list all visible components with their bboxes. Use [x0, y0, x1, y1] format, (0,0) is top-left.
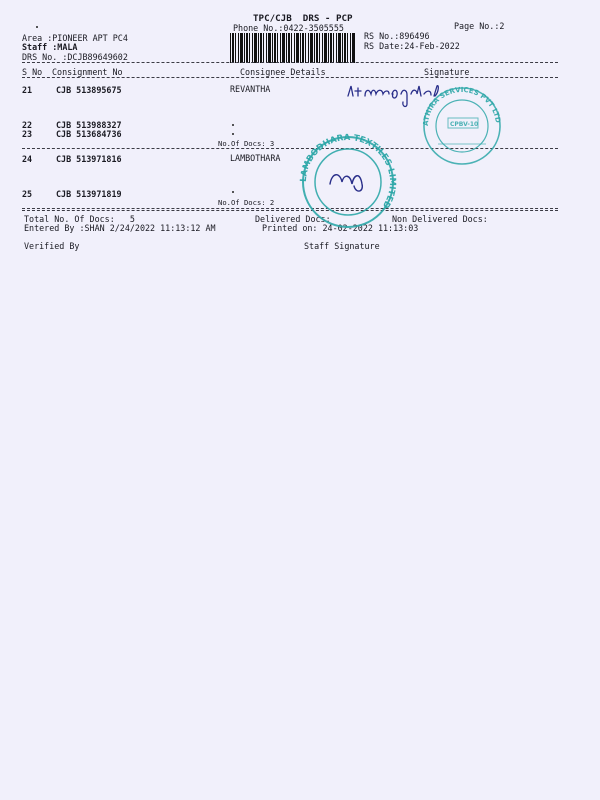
row-25-consignment: CJB 513971819 [56, 189, 122, 199]
svg-text:ATHIRA SERVICES PVT LTD: ATHIRA SERVICES PVT LTD [421, 85, 502, 127]
area-field: Area :PIONEER APT PC4 [22, 33, 128, 43]
svg-text:CPBV-10: CPBV-10 [450, 121, 479, 128]
svg-text:LAMBODHARA TEXTILES LIMITED: LAMBODHARA TEXTILES LIMITED [298, 132, 398, 210]
row-24-sno: 24 [22, 154, 33, 164]
row-23-marker [232, 133, 234, 135]
stamp-lambodhara-textiles [298, 134, 398, 228]
row-25-marker [232, 191, 234, 193]
drs-number: DRS No. :DCJB89649602 [22, 52, 128, 62]
row-24-consignment: CJB 513971816 [56, 154, 122, 164]
row-25-sno: 25 [22, 189, 33, 199]
group-2-consignee: LAMBOTHARA [230, 153, 281, 163]
delivered-docs: Delivered Docs: [255, 214, 331, 224]
row-23-sno: 23 [22, 129, 33, 139]
column-header-consignee: Consignee Details [240, 67, 326, 77]
header-rule-top [22, 62, 558, 63]
print-speck [36, 26, 38, 28]
document-title: TPC/CJB DRS - PCP [253, 13, 353, 24]
footer-rule-1 [22, 208, 558, 209]
column-header-consignment: Consignment No [52, 67, 123, 77]
group-1-docs-count: No.Of Docs: 3 [218, 139, 275, 148]
stamp-athira-services [418, 84, 506, 164]
staff-signature: Staff Signature [304, 241, 380, 251]
footer-rule-2 [22, 210, 558, 211]
row-22-marker [232, 124, 234, 126]
group-1-consignee: REVANTHA [230, 84, 271, 94]
column-header-sno: S No [22, 67, 43, 77]
row-23-consignment: CJB 513684736 [56, 129, 122, 139]
staff-field: Staff :MALA [22, 42, 78, 52]
row-22-consignment: CJB 513988327 [56, 120, 122, 130]
rs-date: RS Date:24-Feb-2022 [364, 41, 460, 51]
row-22-sno: 22 [22, 120, 33, 130]
page-number: Page No.:2 [454, 21, 505, 31]
header-rule-bottom [22, 77, 558, 78]
entered-by: Entered By :SHAN 2/24/2022 11:13:12 AM [24, 223, 216, 233]
barcode [230, 33, 356, 63]
non-delivered-docs: Non Delivered Docs: [392, 214, 488, 224]
group-2-docs-count: No.Of Docs: 2 [218, 198, 275, 207]
column-header-signature: Signature [424, 67, 470, 77]
rs-number: RS No.:896496 [364, 31, 430, 41]
row-21-sno: 21 [22, 85, 33, 95]
total-docs: Total No. Of Docs: 5 [24, 214, 135, 224]
verified-by: Verified By [24, 241, 80, 251]
row-21-consignment: CJB 513895675 [56, 85, 122, 95]
phone-number: Phone No.:0422-3505555 [233, 23, 344, 33]
printed-on: Printed on: 24-02-2022 11:13:03 [262, 223, 419, 233]
